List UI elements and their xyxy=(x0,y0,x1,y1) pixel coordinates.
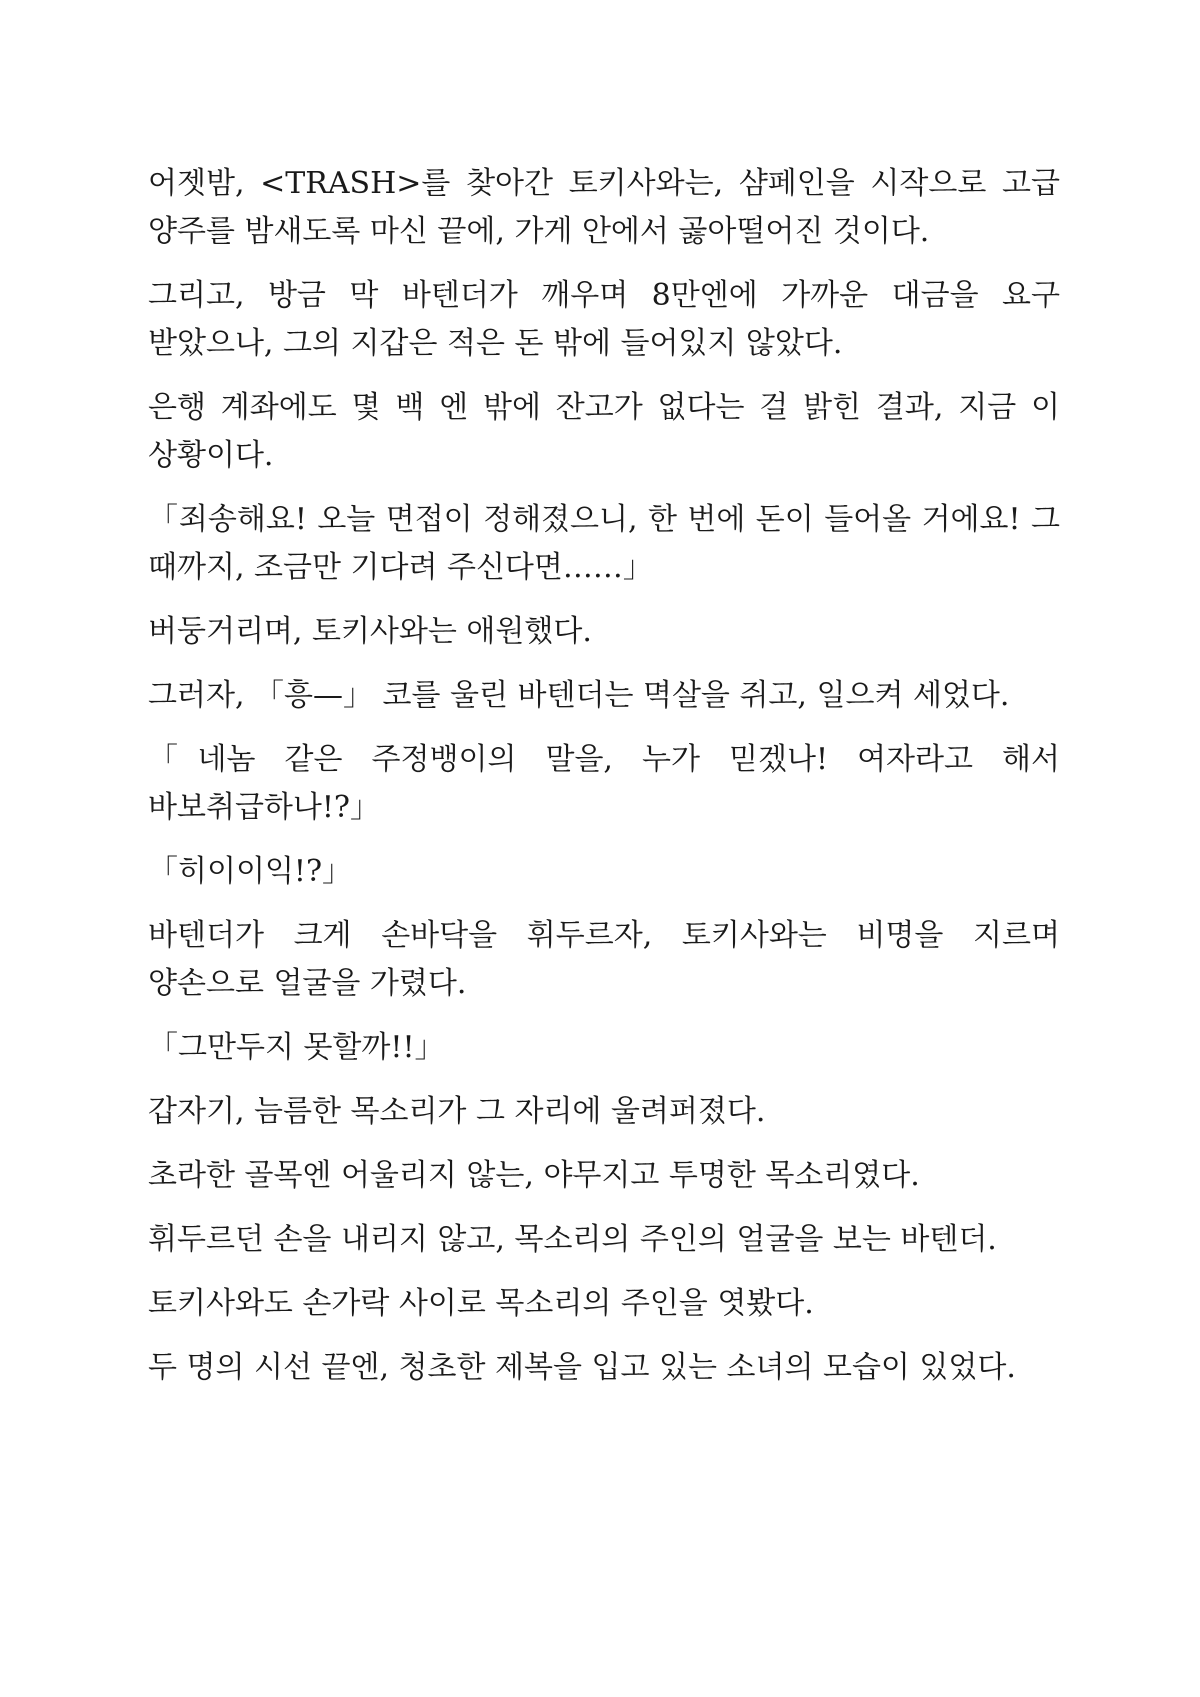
paragraph: 바텐더가 크게 손바닥을 휘두르자, 토키사와는 비명을 지르며 양손으로 얼굴을 가렸다. xyxy=(148,918,1060,1001)
body-text xyxy=(148,160,1060,1408)
paragraph: 「히이이익!?」 xyxy=(148,854,353,889)
paragraph: 「죄송해요! 오늘 면접이 정해졌으니, 한 번에 돈이 들어올 거에요! 그 때까지, 조금만 기다려 주신다면……」 xyxy=(148,502,1060,585)
paragraph: 갑자기, 늠름한 목소리가 그 자리에 울려퍼졌다. xyxy=(148,1094,766,1129)
paragraph: 어젯밤, <TRASH>를 찾아간 토키사와는, 샴페인을 시작으로 고급 양주를 밤새도록 마신 끝에, 가게 안에서 곯아떨어진 것이다. xyxy=(148,166,1060,249)
paragraph: 그러자, 「흥—」 코를 울린 바텐더는 멱살을 쥐고, 일으켜 세었다. xyxy=(148,678,1010,713)
paragraph: 초라한 골목엔 어울리지 않는, 야무지고 투명한 목소리였다. xyxy=(148,1158,920,1193)
paragraph: 그리고, 방금 막 바텐더가 깨우며 8만엔에 가까운 대금을 요구 받았으나, 그의 지갑은 적은 돈 밖에 들어있지 않았다. xyxy=(148,278,1060,361)
paragraph: 은행 계좌에도 몇 백 엔 밖에 잔고가 없다는 걸 밝힌 결과, 지금 이 상황이다. xyxy=(148,390,1060,473)
paragraph: 휘두르던 손을 내리지 않고, 목소리의 주인의 얼굴을 보는 바텐더. xyxy=(148,1222,997,1257)
paragraph: 토키사와도 손가락 사이로 목소리의 주인을 엿봤다. xyxy=(148,1286,814,1321)
paragraph: 두 명의 시선 끝엔, 청초한 제복을 입고 있는 소녀의 모습이 있었다. xyxy=(148,1350,1016,1385)
paragraph: 「그만두지 못할까!!」 xyxy=(148,1030,445,1065)
paragraph: 「네놈 같은 주정뱅이의 말을, 누가 믿겠나! 여자라고 해서 바보취급하나!?」 xyxy=(148,742,1060,825)
paragraph: 버둥거리며, 토키사와는 애원했다. xyxy=(148,614,592,649)
